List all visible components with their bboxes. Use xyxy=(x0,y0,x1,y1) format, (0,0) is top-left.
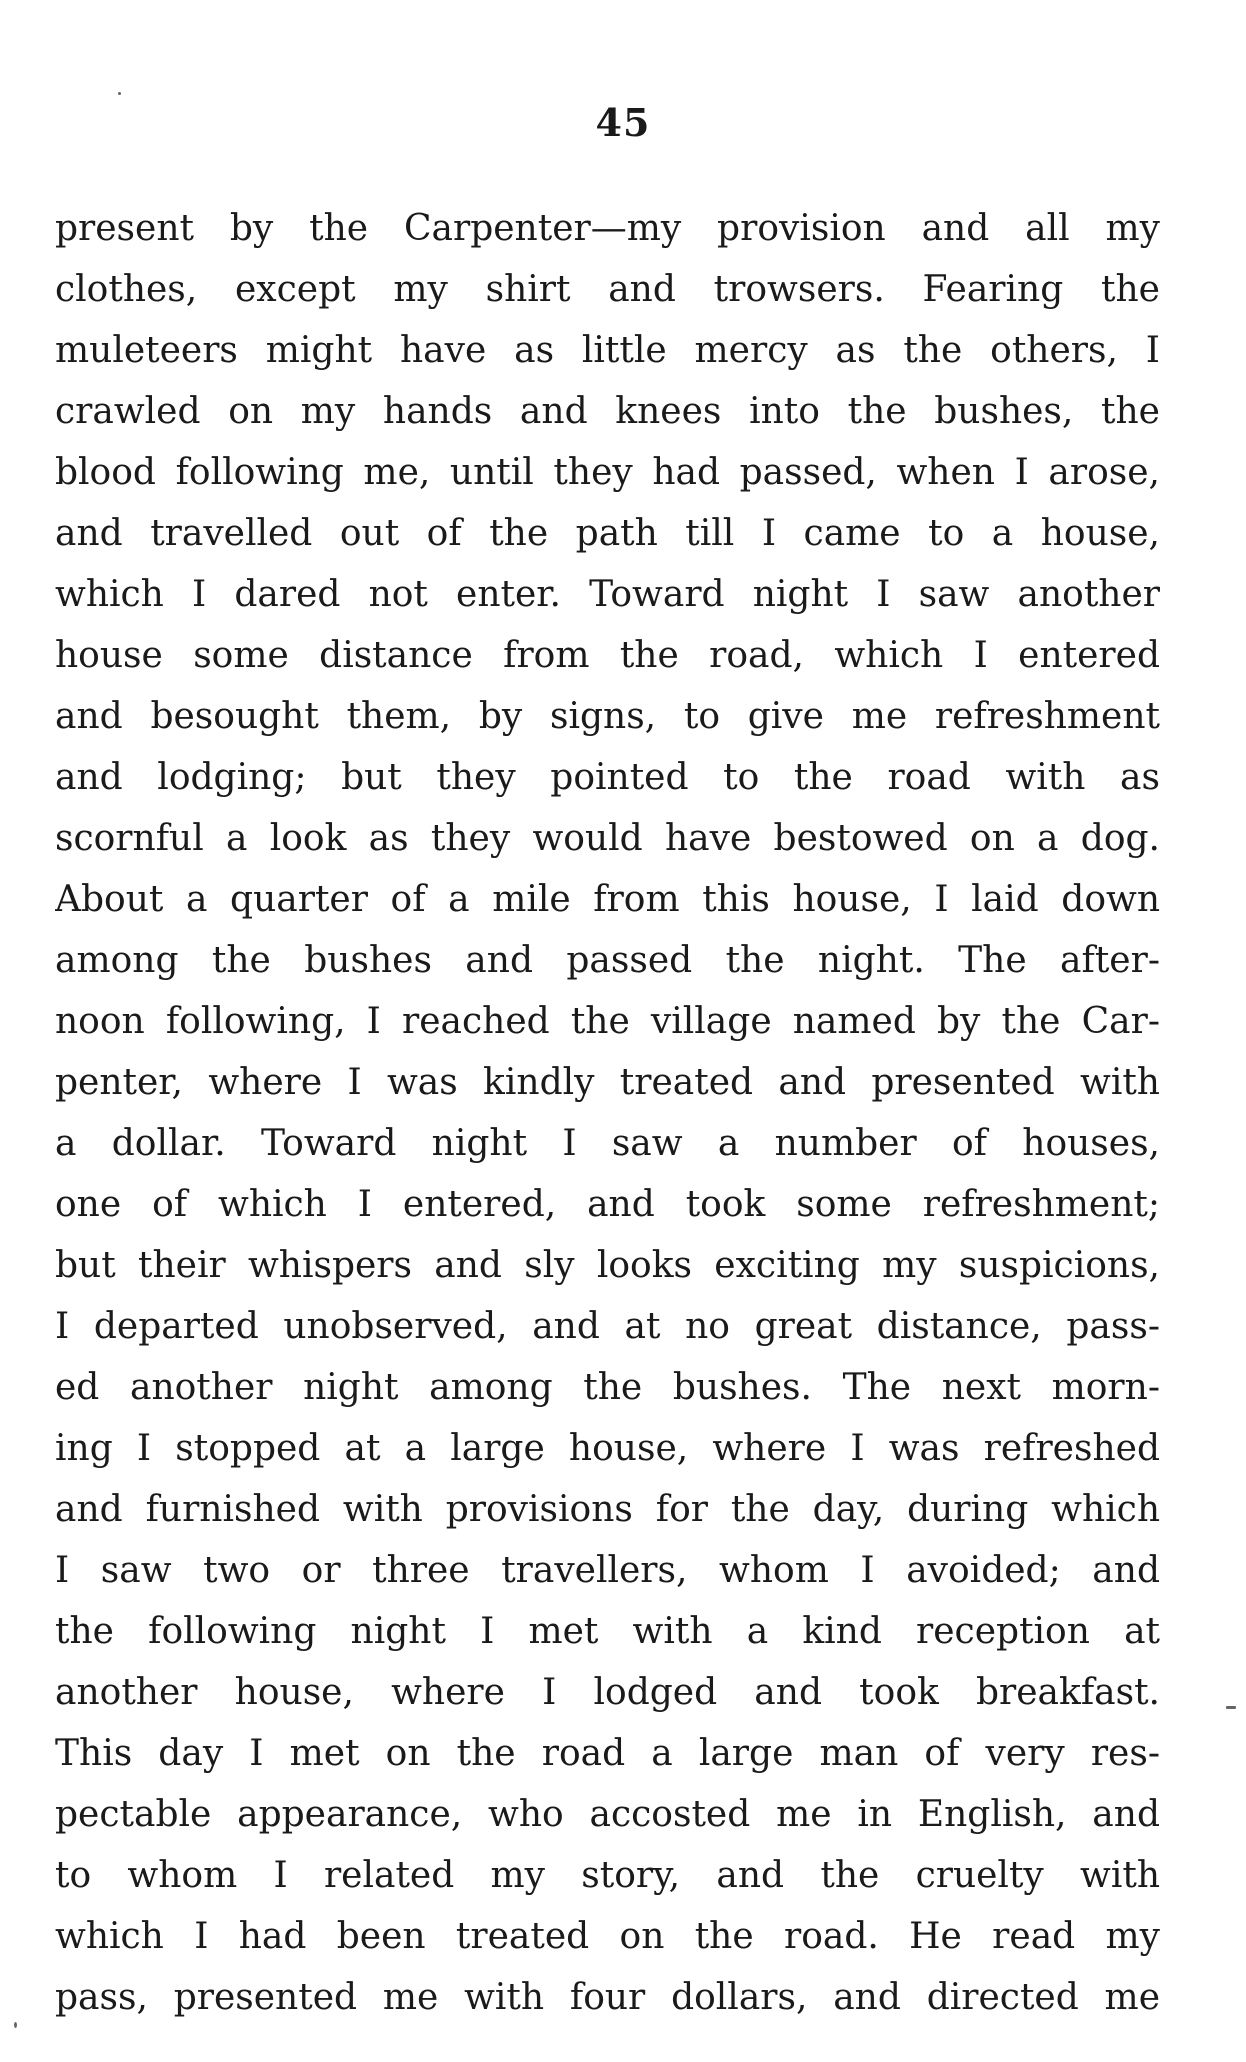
text-line: About a quarter of a mile from this house, I laid down xyxy=(55,879,1160,920)
text-line: This day I met on the road a large man of very res- xyxy=(55,1733,1160,1774)
text-line: pass, presented me with four dollars, and directed me xyxy=(55,1977,1160,2018)
text-line: clothes, except my shirt and trowsers. Fearing the xyxy=(55,269,1160,310)
text-line: blood following me, until they had passed, when I arose, xyxy=(55,452,1160,493)
text-line: ed another night among the bushes. The next morn- xyxy=(55,1367,1160,1408)
text-line: and besought them, by signs, to give me refreshment xyxy=(55,696,1160,737)
text-line: but their whispers and sly looks exciting my suspicions, xyxy=(55,1245,1160,1286)
text-line: to whom I related my story, and the cruelty with xyxy=(55,1855,1160,1896)
text-line: a dollar. Toward night I saw a number of houses, xyxy=(55,1123,1160,1164)
text-line: muleteers might have as little mercy as the others, I xyxy=(55,330,1160,371)
scan-speck xyxy=(14,2022,17,2028)
page-number: 45 xyxy=(595,100,651,145)
text-line: one of which I entered, and took some refreshment; xyxy=(55,1184,1160,1225)
text-line: ing I stopped at a large house, where I was refreshed xyxy=(55,1428,1160,1469)
body-text xyxy=(55,198,1160,2028)
text-line: among the bushes and passed the night. The after- xyxy=(55,940,1160,981)
text-line: the following night I met with a kind reception at xyxy=(55,1611,1160,1652)
text-line: I saw two or three travellers, whom I avoided; and xyxy=(55,1550,1160,1591)
text-line: and furnished with provisions for the day, during which xyxy=(55,1489,1160,1530)
text-line: and travelled out of the path till I came to a house, xyxy=(55,513,1160,554)
text-line: pectable appearance, who accosted me in English, and xyxy=(55,1794,1160,1835)
text-line: penter, where I was kindly treated and presented with xyxy=(55,1062,1160,1103)
text-line: present by the Carpenter—my provision and all my xyxy=(55,208,1160,249)
text-line: I departed unobserved, and at no great distance, pass- xyxy=(55,1306,1160,1347)
scan-speck xyxy=(1226,1706,1236,1709)
text-line: crawled on my hands and knees into the bushes, the xyxy=(55,391,1160,432)
text-line: house some distance from the road, which I entered xyxy=(55,635,1160,676)
text-line: which I dared not enter. Toward night I saw another xyxy=(55,574,1160,615)
text-line: noon following, I reached the village named by the Car- xyxy=(55,1001,1160,1042)
text-line: scornful a look as they would have bestowed on a dog. xyxy=(55,818,1160,859)
text-line: and lodging; but they pointed to the road with as xyxy=(55,757,1160,798)
text-line: which I had been treated on the road. He read my xyxy=(55,1916,1160,1957)
text-line: another house, where I lodged and took breakfast. xyxy=(55,1672,1160,1713)
scan-speck xyxy=(118,92,121,95)
